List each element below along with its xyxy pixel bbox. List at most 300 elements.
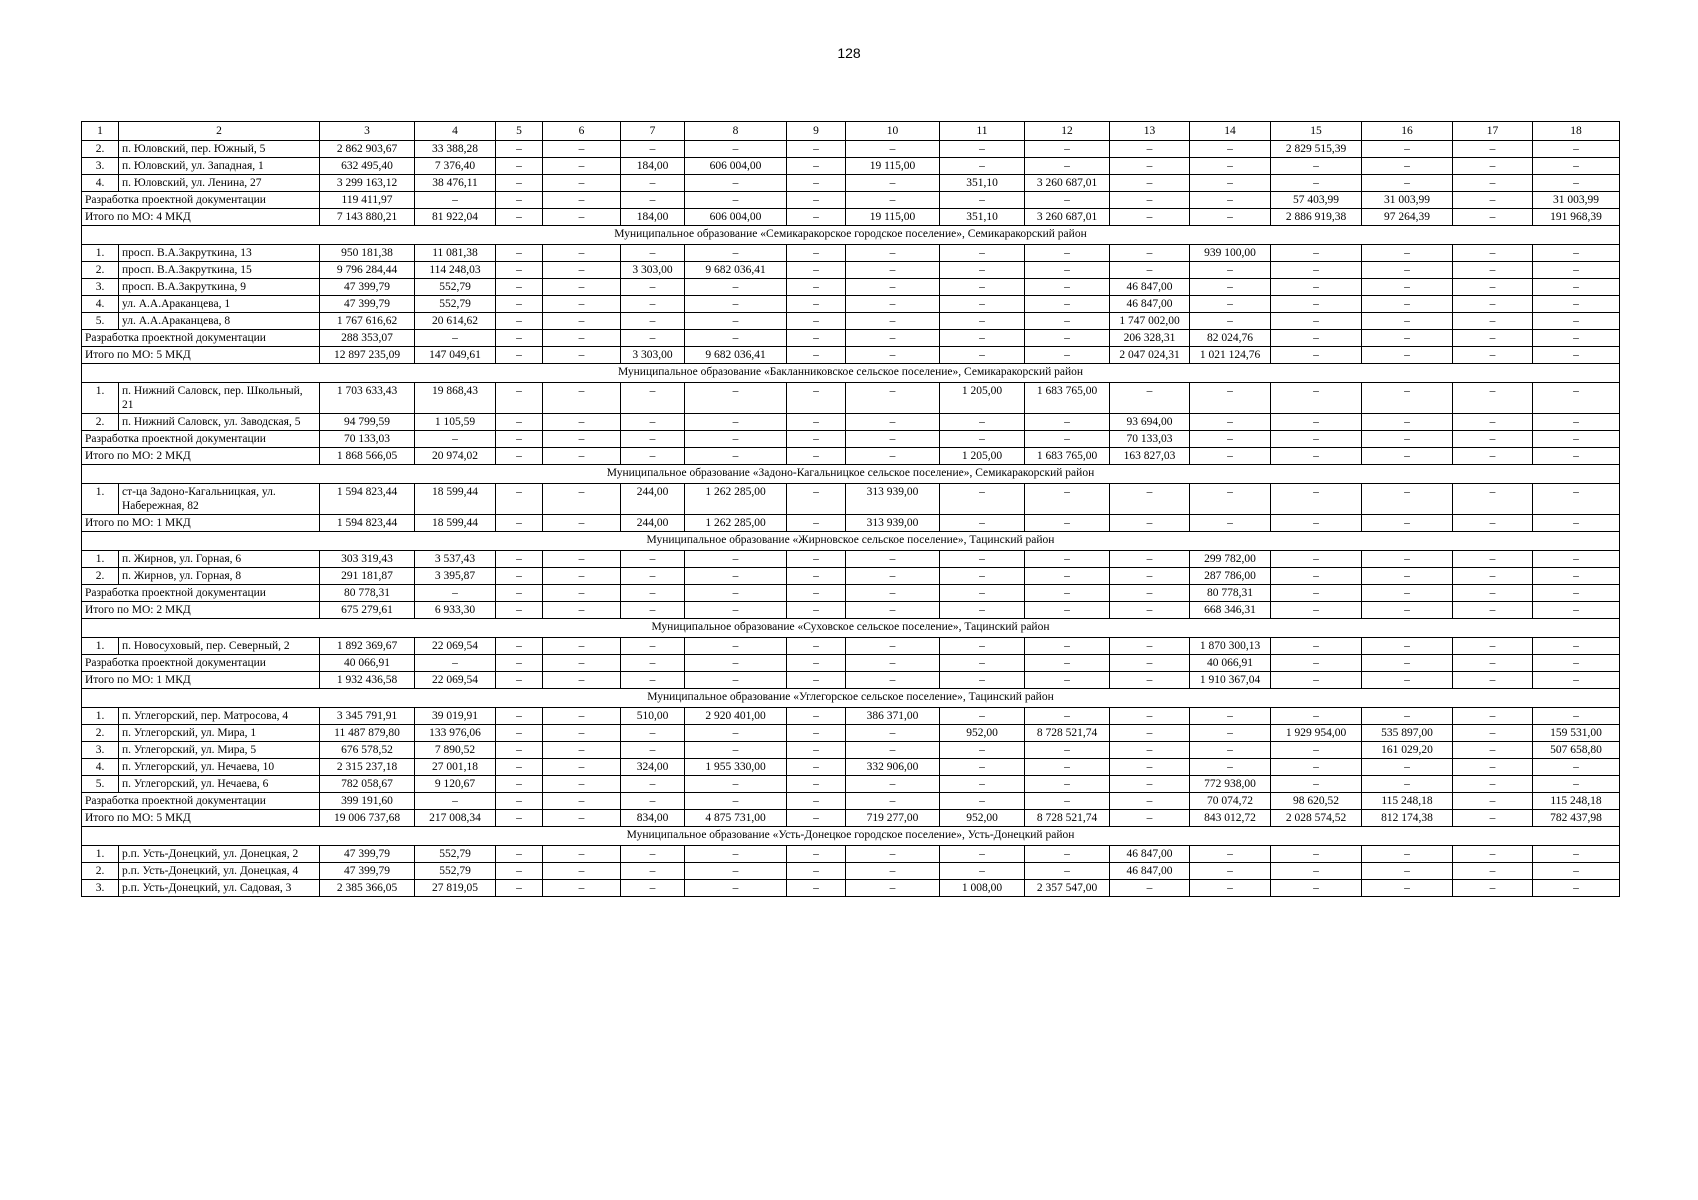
value-cell: 4 875 731,00 (685, 810, 787, 827)
value-cell: – (1190, 192, 1271, 209)
value-cell: – (1362, 383, 1453, 414)
value-cell: 115 248,18 (1362, 793, 1453, 810)
value-cell: – (543, 810, 621, 827)
value-cell: 1 747 002,00 (1110, 313, 1190, 330)
summary-label: Разработка проектной документации (82, 431, 320, 448)
value-cell: – (543, 551, 621, 568)
value-cell: – (621, 414, 685, 431)
value-cell: – (940, 672, 1025, 689)
municipality-heading-row (82, 689, 1620, 708)
row-number: 1. (82, 638, 119, 655)
value-cell: – (621, 448, 685, 465)
value-cell: 19 868,43 (415, 383, 496, 414)
address-cell: п. Углегорский, ул. Нечаева, 6 (119, 776, 320, 793)
value-cell: 324,00 (621, 759, 685, 776)
value-cell: – (1271, 602, 1362, 619)
value-cell: – (787, 602, 846, 619)
value-cell: – (1025, 742, 1110, 759)
value-cell: – (1533, 383, 1620, 414)
value-cell: – (1271, 863, 1362, 880)
value-cell: – (846, 551, 940, 568)
value-cell: – (621, 330, 685, 347)
summary-row (82, 793, 1620, 810)
value-cell: – (1362, 175, 1453, 192)
value-cell: – (1110, 708, 1190, 725)
value-cell: – (1453, 209, 1533, 226)
value-cell: – (1533, 880, 1620, 897)
value-cell: – (846, 347, 940, 364)
address-cell: р.п. Усть-Донецкий, ул. Садовая, 3 (119, 880, 320, 897)
value-cell: – (1453, 414, 1533, 431)
value-cell: – (1110, 158, 1190, 175)
value-cell: – (1190, 296, 1271, 313)
value-cell: – (1453, 192, 1533, 209)
value-cell: – (1533, 245, 1620, 262)
value-cell: – (1453, 810, 1533, 827)
value-cell: – (685, 141, 787, 158)
summary-label: Разработка проектной документации (82, 585, 320, 602)
table-row (82, 141, 1620, 158)
value-cell: – (940, 414, 1025, 431)
page-number: 128 (837, 45, 861, 61)
value-cell: – (1533, 551, 1620, 568)
value-cell: – (1025, 708, 1110, 725)
value-cell: – (496, 655, 543, 672)
value-cell: – (1110, 192, 1190, 209)
value-cell: – (496, 209, 543, 226)
value-cell: – (1362, 296, 1453, 313)
value-cell: – (1110, 209, 1190, 226)
value-cell: – (940, 245, 1025, 262)
value-cell: – (1190, 431, 1271, 448)
value-cell: 552,79 (415, 279, 496, 296)
summary-row (82, 515, 1620, 532)
value-cell: – (1110, 262, 1190, 279)
value-cell: – (787, 279, 846, 296)
value-cell: – (496, 158, 543, 175)
value-cell: – (1533, 262, 1620, 279)
value-cell: – (543, 759, 621, 776)
column-number-18: 18 (1533, 122, 1620, 141)
value-cell: – (1453, 793, 1533, 810)
value-cell: – (496, 759, 543, 776)
value-cell: – (846, 655, 940, 672)
value-cell: 535 897,00 (1362, 725, 1453, 742)
row-number: 5. (82, 776, 119, 793)
address-cell: р.п. Усть-Донецкий, ул. Донецкая, 4 (119, 863, 320, 880)
value-cell: – (1533, 448, 1620, 465)
value-cell: 1 703 633,43 (320, 383, 415, 414)
value-cell: – (940, 863, 1025, 880)
value-cell: – (415, 330, 496, 347)
value-cell: – (543, 141, 621, 158)
value-cell: – (621, 742, 685, 759)
summary-row (82, 448, 1620, 465)
value-cell: – (1453, 568, 1533, 585)
value-cell: – (1271, 708, 1362, 725)
value-cell: – (1190, 313, 1271, 330)
value-cell: 46 847,00 (1110, 863, 1190, 880)
value-cell: – (1025, 515, 1110, 532)
value-cell: – (496, 725, 543, 742)
value-cell: – (1110, 655, 1190, 672)
row-number: 4. (82, 759, 119, 776)
value-cell: 22 069,54 (415, 672, 496, 689)
value-cell: – (543, 880, 621, 897)
summary-label: Разработка проектной документации (82, 330, 320, 347)
value-cell: – (685, 296, 787, 313)
value-cell: – (1533, 568, 1620, 585)
municipality-heading: Муниципальное образование «Углегорское сельское поселение», Тацинский район (82, 689, 1620, 708)
value-cell: 38 476,11 (415, 175, 496, 192)
row-number: 2. (82, 863, 119, 880)
value-cell: – (1362, 313, 1453, 330)
value-cell: 27 001,18 (415, 759, 496, 776)
value-cell: 332 906,00 (846, 759, 940, 776)
value-cell: – (496, 279, 543, 296)
value-cell: – (1271, 414, 1362, 431)
value-cell: – (1453, 175, 1533, 192)
value-cell: 952,00 (940, 810, 1025, 827)
value-cell: – (543, 209, 621, 226)
value-cell: – (543, 776, 621, 793)
value-cell: 19 115,00 (846, 158, 940, 175)
value-cell: – (846, 279, 940, 296)
value-cell: – (1025, 655, 1110, 672)
value-cell: 1 955 330,00 (685, 759, 787, 776)
value-cell: – (1190, 880, 1271, 897)
row-number: 1. (82, 846, 119, 863)
value-cell: – (1453, 141, 1533, 158)
value-cell: 94 799,59 (320, 414, 415, 431)
value-cell: – (1271, 846, 1362, 863)
value-cell: – (940, 708, 1025, 725)
value-cell: 719 277,00 (846, 810, 940, 827)
value-cell: – (1453, 431, 1533, 448)
value-cell: – (1025, 431, 1110, 448)
value-cell: – (787, 448, 846, 465)
summary-row (82, 209, 1620, 226)
value-cell: – (787, 759, 846, 776)
value-cell: – (496, 414, 543, 431)
value-cell: 3 303,00 (621, 347, 685, 364)
value-cell: 950 181,38 (320, 245, 415, 262)
value-cell: – (846, 846, 940, 863)
value-cell: – (940, 192, 1025, 209)
value-cell: 22 069,54 (415, 638, 496, 655)
table-row (82, 846, 1620, 863)
value-cell: – (787, 330, 846, 347)
value-cell: 11 487 879,80 (320, 725, 415, 742)
value-cell: – (685, 880, 787, 897)
value-cell: – (1271, 568, 1362, 585)
value-cell: 1 008,00 (940, 880, 1025, 897)
table-row (82, 776, 1620, 793)
value-cell: 939 100,00 (1190, 245, 1271, 262)
summary-row (82, 192, 1620, 209)
value-cell: – (1190, 158, 1271, 175)
value-cell: – (1453, 313, 1533, 330)
value-cell: – (543, 863, 621, 880)
value-cell: 163 827,03 (1110, 448, 1190, 465)
table-row (82, 175, 1620, 192)
table-row (82, 414, 1620, 431)
value-cell: – (1271, 655, 1362, 672)
value-cell: – (787, 192, 846, 209)
value-cell: – (846, 245, 940, 262)
value-cell: 12 897 235,09 (320, 347, 415, 364)
value-cell: – (1190, 863, 1271, 880)
value-cell: – (1453, 708, 1533, 725)
value-cell: – (1190, 448, 1271, 465)
summary-row (82, 672, 1620, 689)
table-row (82, 725, 1620, 742)
table-row (82, 383, 1620, 414)
value-cell: 1 683 765,00 (1025, 448, 1110, 465)
value-cell: – (846, 568, 940, 585)
summary-label: Итого по МО: 2 МКД (82, 602, 320, 619)
value-cell: – (787, 810, 846, 827)
value-cell: – (1453, 638, 1533, 655)
value-cell: – (621, 655, 685, 672)
value-cell: 552,79 (415, 846, 496, 863)
row-number: 3. (82, 742, 119, 759)
value-cell: – (1110, 810, 1190, 827)
value-cell: – (1190, 725, 1271, 742)
value-cell: – (1533, 141, 1620, 158)
value-cell: 184,00 (621, 209, 685, 226)
value-cell: – (685, 725, 787, 742)
value-cell: – (1190, 209, 1271, 226)
value-cell: – (685, 330, 787, 347)
value-cell: – (787, 484, 846, 515)
value-cell: – (846, 638, 940, 655)
address-cell: р.п. Усть-Донецкий, ул. Донецкая, 2 (119, 846, 320, 863)
value-cell: – (1271, 880, 1362, 897)
value-cell: – (1453, 347, 1533, 364)
value-cell: – (940, 431, 1025, 448)
value-cell: 47 399,79 (320, 846, 415, 863)
value-cell: – (1362, 776, 1453, 793)
municipality-heading-row (82, 465, 1620, 484)
value-cell: – (787, 638, 846, 655)
value-cell: – (1190, 742, 1271, 759)
value-cell: – (1271, 383, 1362, 414)
value-cell: – (1110, 742, 1190, 759)
value-cell: – (940, 296, 1025, 313)
value-cell: – (1362, 279, 1453, 296)
summary-label: Разработка проектной документации (82, 192, 320, 209)
value-cell: 47 399,79 (320, 296, 415, 313)
value-cell: – (846, 776, 940, 793)
value-cell: – (1110, 880, 1190, 897)
table-row (82, 708, 1620, 725)
value-cell: – (543, 245, 621, 262)
value-cell: – (1362, 672, 1453, 689)
value-cell: 93 694,00 (1110, 414, 1190, 431)
row-number: 3. (82, 279, 119, 296)
value-cell: – (1453, 759, 1533, 776)
value-cell: – (1533, 347, 1620, 364)
value-cell: – (1453, 742, 1533, 759)
value-cell: – (1025, 759, 1110, 776)
value-cell: – (496, 383, 543, 414)
value-cell: – (787, 568, 846, 585)
column-number-2: 2 (119, 122, 320, 141)
value-cell: – (621, 863, 685, 880)
municipality-heading: Муниципальное образование «Семикаракорское городское поселение», Семикаракорский район (82, 226, 1620, 245)
value-cell: – (1362, 448, 1453, 465)
value-cell: – (787, 585, 846, 602)
value-cell: – (1110, 141, 1190, 158)
municipality-heading-row (82, 619, 1620, 638)
value-cell: – (1271, 776, 1362, 793)
value-cell: 114 248,03 (415, 262, 496, 279)
value-cell: – (496, 742, 543, 759)
value-cell: – (543, 313, 621, 330)
value-cell: – (1271, 585, 1362, 602)
value-cell: – (940, 515, 1025, 532)
value-cell: 7 143 880,21 (320, 209, 415, 226)
table-row (82, 279, 1620, 296)
value-cell: 552,79 (415, 296, 496, 313)
value-cell: – (1533, 313, 1620, 330)
summary-row (82, 585, 1620, 602)
value-cell: – (940, 313, 1025, 330)
value-cell: 3 303,00 (621, 262, 685, 279)
value-cell: – (1362, 568, 1453, 585)
value-cell: – (496, 793, 543, 810)
value-cell: – (1533, 672, 1620, 689)
value-cell: – (1025, 313, 1110, 330)
value-cell: 70 133,03 (1110, 431, 1190, 448)
summary-row (82, 330, 1620, 347)
address-cell: просп. В.А.Закруткина, 13 (119, 245, 320, 262)
value-cell: – (496, 672, 543, 689)
value-cell: 287 786,00 (1190, 568, 1271, 585)
value-cell: 386 371,00 (846, 708, 940, 725)
table-row (82, 245, 1620, 262)
value-cell: – (1453, 484, 1533, 515)
value-cell: – (1190, 846, 1271, 863)
value-cell: – (1453, 262, 1533, 279)
value-cell: – (496, 448, 543, 465)
value-cell: – (1533, 431, 1620, 448)
value-cell: 2 028 574,52 (1271, 810, 1362, 827)
value-cell: – (1271, 551, 1362, 568)
value-cell: – (1362, 602, 1453, 619)
value-cell: – (940, 585, 1025, 602)
value-cell: 98 620,52 (1271, 793, 1362, 810)
value-cell: – (787, 347, 846, 364)
value-cell: 9 682 036,41 (685, 262, 787, 279)
value-cell: – (685, 568, 787, 585)
value-cell: – (1025, 551, 1110, 568)
value-cell: – (1110, 602, 1190, 619)
value-cell: – (496, 863, 543, 880)
value-cell: – (685, 313, 787, 330)
value-cell: – (543, 448, 621, 465)
value-cell: 9 796 284,44 (320, 262, 415, 279)
table-row (82, 759, 1620, 776)
value-cell: – (1453, 383, 1533, 414)
value-cell: 40 066,91 (1190, 655, 1271, 672)
value-cell: – (685, 192, 787, 209)
summary-label: Итого по МО: 1 МКД (82, 672, 320, 689)
value-cell: – (940, 141, 1025, 158)
row-number: 1. (82, 383, 119, 414)
address-cell: ул. А.А.Араканцева, 8 (119, 313, 320, 330)
column-number-12: 12 (1025, 122, 1110, 141)
value-cell: – (1271, 279, 1362, 296)
value-cell: – (1453, 158, 1533, 175)
value-cell: – (787, 141, 846, 158)
value-cell: 606 004,00 (685, 209, 787, 226)
value-cell: – (846, 313, 940, 330)
summary-label: Итого по МО: 5 МКД (82, 347, 320, 364)
summary-label: Итого по МО: 4 МКД (82, 209, 320, 226)
value-cell: – (1025, 158, 1110, 175)
value-cell: – (1453, 245, 1533, 262)
value-cell: – (940, 568, 1025, 585)
value-cell: – (496, 296, 543, 313)
value-cell: – (1453, 279, 1533, 296)
value-cell: 9 120,67 (415, 776, 496, 793)
value-cell: – (1025, 585, 1110, 602)
value-cell: 291 181,87 (320, 568, 415, 585)
value-cell: 1 929 954,00 (1271, 725, 1362, 742)
value-cell: – (1110, 515, 1190, 532)
value-cell: – (685, 742, 787, 759)
value-cell: – (685, 793, 787, 810)
value-cell: – (1453, 725, 1533, 742)
row-number: 2. (82, 568, 119, 585)
value-cell: – (543, 602, 621, 619)
value-cell: – (1362, 414, 1453, 431)
value-cell: – (1190, 759, 1271, 776)
value-cell: – (496, 585, 543, 602)
value-cell: – (1110, 484, 1190, 515)
value-cell: 1 683 765,00 (1025, 383, 1110, 414)
municipality-heading-row (82, 532, 1620, 551)
value-cell: – (1190, 515, 1271, 532)
value-cell: – (1025, 863, 1110, 880)
value-cell: – (846, 602, 940, 619)
value-cell: – (621, 279, 685, 296)
value-cell: 772 938,00 (1190, 776, 1271, 793)
value-cell: – (1025, 141, 1110, 158)
value-cell: 217 008,34 (415, 810, 496, 827)
value-cell: – (1271, 158, 1362, 175)
address-cell: п. Углегорский, пер. Матросова, 4 (119, 708, 320, 725)
value-cell: – (787, 431, 846, 448)
value-cell: – (787, 725, 846, 742)
value-cell: 1 594 823,44 (320, 484, 415, 515)
value-cell: – (543, 638, 621, 655)
value-cell: 1 262 285,00 (685, 515, 787, 532)
value-cell: – (787, 708, 846, 725)
value-cell: 11 081,38 (415, 245, 496, 262)
row-number: 1. (82, 245, 119, 262)
value-cell: – (1025, 846, 1110, 863)
value-cell: – (1533, 602, 1620, 619)
value-cell: 510,00 (621, 708, 685, 725)
value-cell: – (1110, 383, 1190, 414)
value-cell: – (940, 484, 1025, 515)
column-number-4: 4 (415, 122, 496, 141)
value-cell: – (1190, 262, 1271, 279)
value-cell: – (1110, 776, 1190, 793)
